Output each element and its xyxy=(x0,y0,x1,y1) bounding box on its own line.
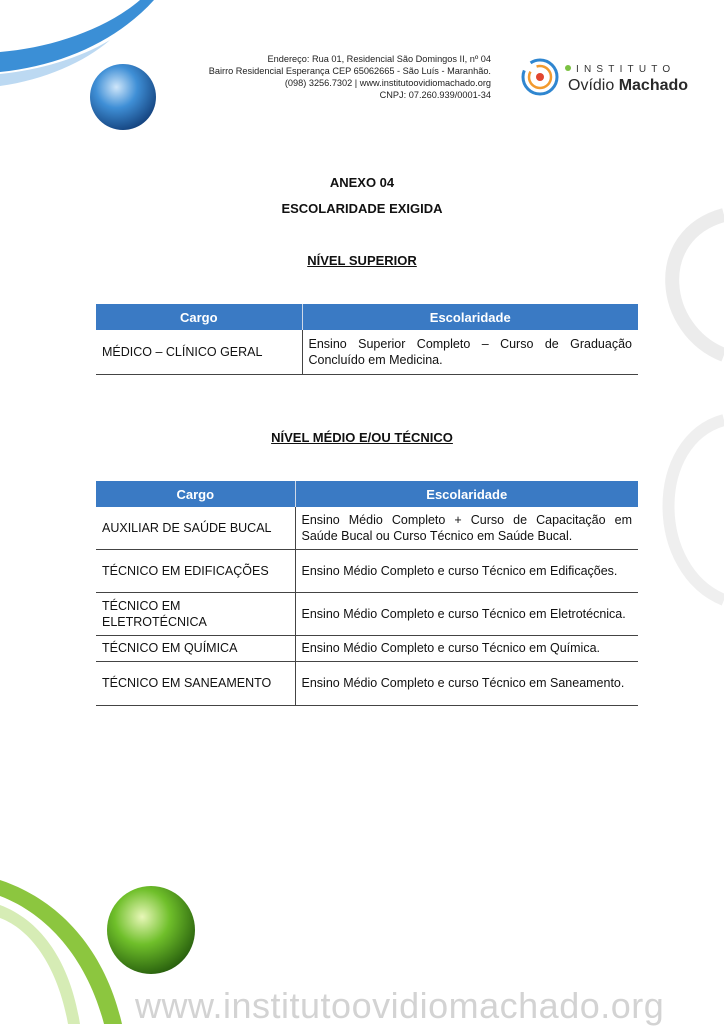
table-row xyxy=(96,507,638,549)
table-row xyxy=(96,592,638,635)
column-header-escolaridade: Escolaridade xyxy=(302,304,638,330)
table-nivel-superior xyxy=(96,304,638,375)
document-title: ANEXO 04 xyxy=(0,175,724,190)
table-row xyxy=(96,549,638,592)
table-row xyxy=(96,661,638,705)
cell-cargo: TÉCNICO EM ELETROTÉCNICA xyxy=(96,592,295,635)
logo-name xyxy=(568,77,688,95)
cell-cargo: AUXILIAR DE SAÚDE BUCAL xyxy=(96,507,295,549)
blue-sphere xyxy=(90,64,156,130)
cell-escolaridade: Ensino Médio Completo e curso Técnico em Eletrotécnica. xyxy=(295,592,638,635)
logo-institute-label: INSTITUTO xyxy=(576,64,675,75)
cell-escolaridade: Ensino Médio Completo e curso Técnico em Edificações. xyxy=(295,549,638,592)
cell-cargo: MÉDICO – CLÍNICO GERAL xyxy=(96,330,302,374)
cell-escolaridade: Ensino Médio Completo + Curso de Capacitação em Saúde Bucal ou Curso Técnico em Saúde Bucal. xyxy=(295,507,638,549)
section-heading-superior: NÍVEL SUPERIOR xyxy=(0,253,724,268)
table-row xyxy=(96,330,638,374)
address-line: CNPJ: 07.260.939/0001-34 xyxy=(209,89,491,101)
table-row xyxy=(96,635,638,661)
column-header-cargo: Cargo xyxy=(96,481,295,507)
address-line: Bairro Residencial Esperança CEP 65062665 - São Luís - Maranhão. xyxy=(209,65,491,77)
table-header-row xyxy=(96,481,638,507)
logo-name-regular: Ovídio xyxy=(568,77,614,94)
document-subtitle: ESCOLARIDADE EXIGIDA xyxy=(0,201,724,216)
cell-escolaridade: Ensino Médio Completo e curso Técnico em Química. xyxy=(295,635,638,661)
footer-website-url: www.institutoovidiomachado.org xyxy=(135,985,664,1027)
address-line: Endereço: Rua 01, Residencial São Domingos II, nº 04 xyxy=(209,53,491,65)
green-sphere xyxy=(107,886,195,974)
grey-arc xyxy=(672,215,724,355)
cell-escolaridade: Ensino Médio Completo e curso Técnico em Saneamento. xyxy=(295,661,638,705)
column-header-escolaridade: Escolaridade xyxy=(295,481,638,507)
logo-name-bold: Machado xyxy=(619,77,688,94)
section-heading-medio-tecnico: NÍVEL MÉDIO E/OU TÉCNICO xyxy=(0,430,724,445)
grey-arc xyxy=(669,420,724,600)
header-address xyxy=(209,53,491,101)
cell-escolaridade: Ensino Superior Completo – Curso de Graduação Concluído em Medicina. xyxy=(302,330,638,374)
cell-cargo: TÉCNICO EM SANEAMENTO xyxy=(96,661,295,705)
table-nivel-medio-tecnico xyxy=(96,481,638,706)
cell-cargo: TÉCNICO EM QUÍMICA xyxy=(96,635,295,661)
table-header-row xyxy=(96,304,638,330)
address-line: (098) 3256.7302 | www.institutoovidiomachado.org xyxy=(209,77,491,89)
green-swoosh xyxy=(0,880,122,1024)
column-header-cargo: Cargo xyxy=(96,304,302,330)
cell-cargo: TÉCNICO EM EDIFICAÇÕES xyxy=(96,549,295,592)
